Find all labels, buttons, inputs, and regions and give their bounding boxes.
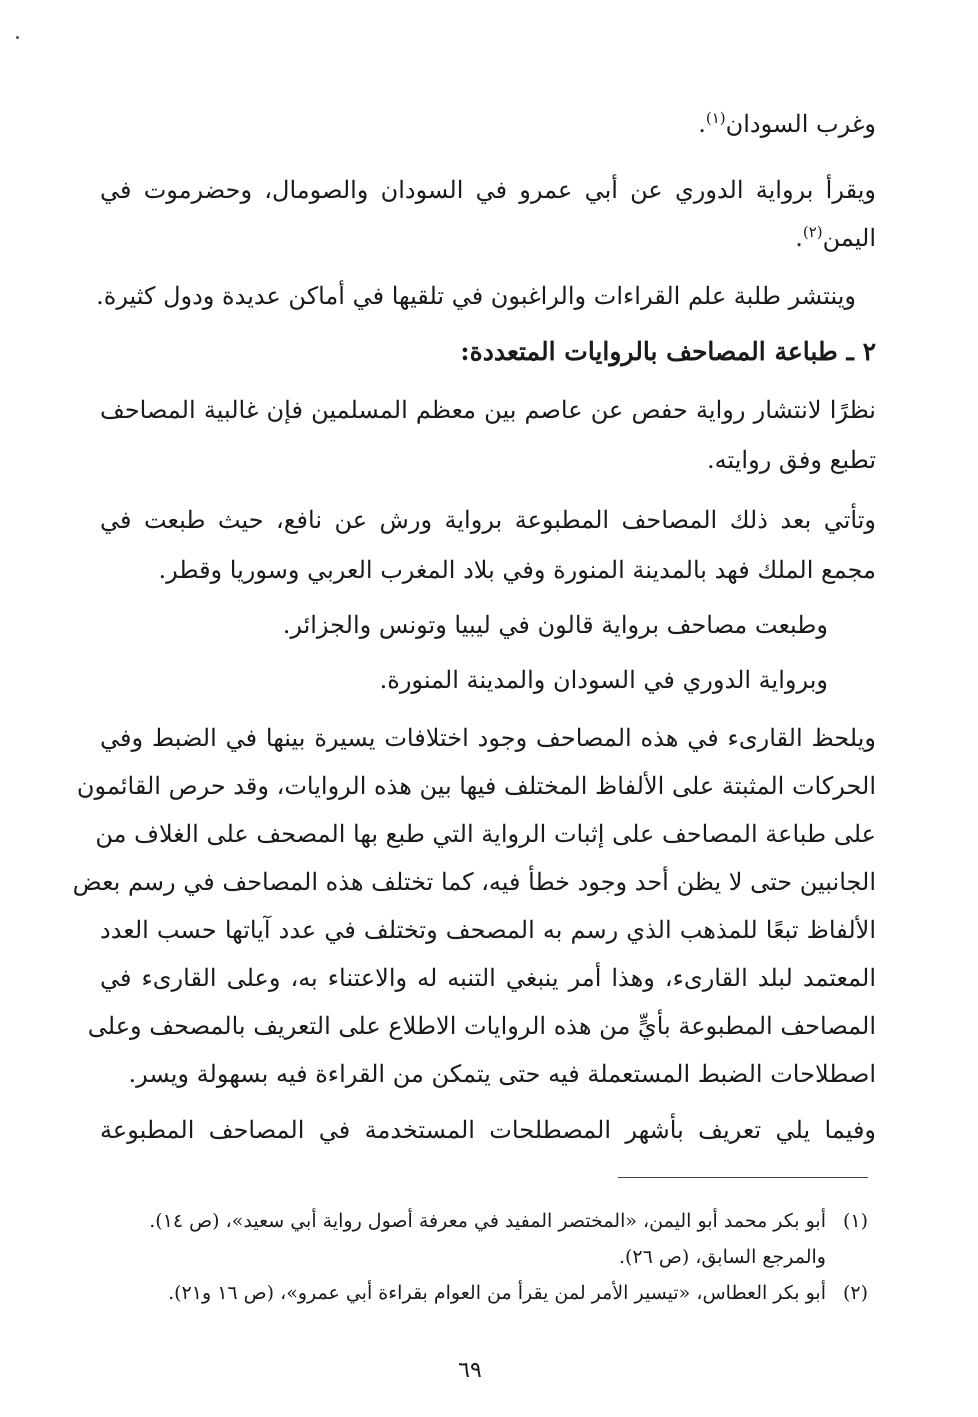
text-line: وفيما يلي تعريف بأشهر المصطلحات المستخدمة في المصاحف المطبوعة <box>100 1116 876 1144</box>
text-line: وغرب السودان$^{(١)}$. <box>698 109 876 138</box>
page-number: ٦٩ <box>458 1358 482 1383</box>
footnote-1-continued: والمرجع السابق، (ص ٢٦). <box>618 1246 826 1268</box>
text-line: المعتمد لبلد القارىء، وهذا أمر ينبغي التنبه له والاعتناء به، وعلى القارىء في <box>100 964 876 992</box>
footnote-number: (٢) <box>842 1282 868 1304</box>
text-line: مجمع الملك فهد بالمدينة المنورة وفي بلاد المغرب العربي وسوريا وقطر. <box>158 556 876 584</box>
text-line: ويقرأ برواية الدوري عن أبي عمرو في السودان والصومال، وحضرموت في <box>100 176 876 204</box>
text-line: وتأتي بعد ذلك المصاحف المطبوعة برواية ورش عن نافع، حيث طبعت في <box>100 506 876 534</box>
footnote-separator <box>618 1177 868 1178</box>
text-line: على طباعة المصاحف على إثبات الرواية التي طبع بها المصحف على الغلاف من <box>95 820 876 848</box>
text-line: وطبعت مصاحف برواية قالون في ليبيا وتونس والجزائر. <box>282 611 828 639</box>
text-line: الحركات المثبتة على الألفاظ المختلف فيها بين هذه الروايات، وقد حرص القائمون <box>76 772 876 800</box>
text-line: اليمن$^{(٢)}$. <box>795 223 876 252</box>
text-line: الألفاظ تبعًا للمذهب الذي رسم به المصحف وتختلف في عدد آياتها حسب العدد <box>100 916 876 944</box>
footnote-number: (١) <box>842 1210 868 1232</box>
text-line: وبرواية الدوري في السودان والمدينة المنورة. <box>379 666 828 694</box>
text-line: ويلحظ القارىء في هذه المصاحف وجود اختلافات يسيرة بينها في الضبط وفي <box>100 724 876 752</box>
text-line: اصطلاحات الضبط المستعملة فيه حتى يتمكن من القراءة فيه بسهولة ويسر. <box>128 1060 876 1088</box>
text-line: تطبع وفق روايته. <box>707 446 876 474</box>
text-line: الجانبين حتى لا يظن أحد وجود خطأ فيه، كما تختلف هذه المصاحف في رسم بعض <box>72 868 876 896</box>
section-heading: ٢ ـ طباعة المصاحف بالروايات المتعددة: <box>460 337 876 366</box>
footnote-2: (٢)أبو بكر العطاس، «تيسير الأمر لمن يقرأ من العوام بقراءة أبي عمرو»، (ص ١٦ و٢١). <box>168 1278 868 1308</box>
text-line: وينتشر طلبة علم القراءات والراغبون في تلقيها في أماكن عديدة ودول كثيرة. <box>96 282 856 310</box>
footnote-1: (١)أبو بكر محمد أبو اليمن، «المختصر المفيد في معرفة أصول رواية أبي سعيد»، (ص ١٤). <box>149 1206 868 1236</box>
text-line: المصاحف المطبوعة بأيٍّ من هذه الروايات الاطلاع على التعريف بالمصحف وعلى <box>87 1012 876 1040</box>
scan-speck <box>16 36 19 39</box>
text-line: نظرًا لانتشار رواية حفص عن عاصم بين معظم المسلمين فإن غالبية المصاحف <box>100 396 876 424</box>
footnote-ref[interactable]: (٢) <box>802 223 823 241</box>
footnote-ref[interactable]: (١) <box>705 109 726 127</box>
